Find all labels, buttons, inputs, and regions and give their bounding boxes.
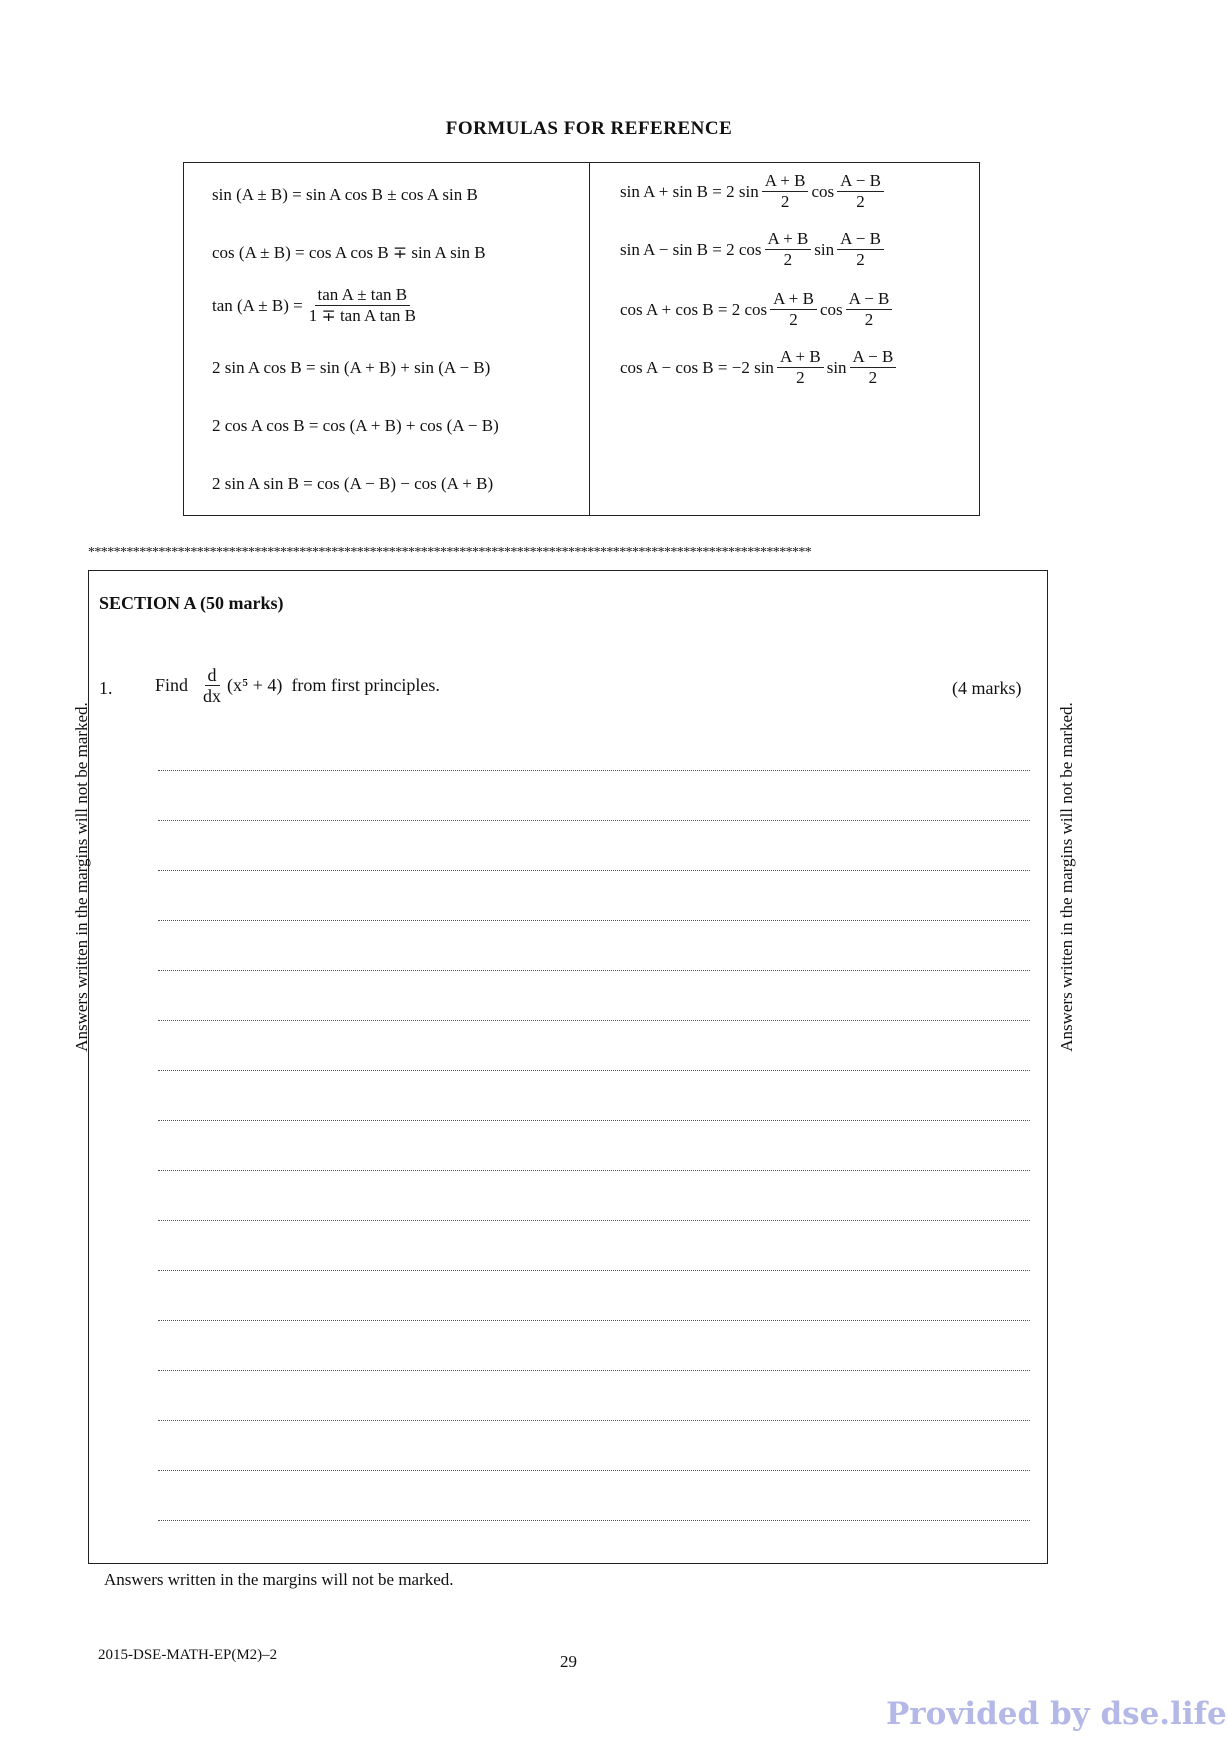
answer-line[interactable] [158,970,1030,971]
fraction [837,229,884,270]
fraction-numerator: A − B [837,171,884,192]
formula-lhs: cos A − cos B [620,357,714,377]
fraction-denominator: 2 [789,310,798,329]
formula-left-3: tan (A ± B) = $\frac{\text{tan A ± tan B}}{\text{1 ∓ tan A tan B}}$ [212,285,422,326]
page-title: FORMULAS FOR REFERENCE [445,118,733,139]
formula-lhs: sin (A ± B) [212,185,288,204]
derivative-operator [200,665,224,706]
fraction-numerator: tan A ± tan B [315,285,411,306]
fraction [837,171,884,212]
question-text [155,665,440,706]
margin-note-right: Answers written in the margins will not be marked. [1057,702,1076,1052]
fraction [846,289,893,330]
formula-mid: cos [819,299,843,319]
answer-line[interactable] [158,1270,1030,1271]
formula-mid: cos [811,181,835,201]
formula-lhs: cos (A ± B) [212,243,291,262]
section-title: SECTION A (50 marks) [99,593,284,613]
fraction-denominator: 2 [796,368,805,387]
footer-code: 2015-DSE-MATH-EP(M2)–2 [98,1647,278,1663]
formula-left-4: 2 sin A cos B = sin (A + B) + sin (A − B) [212,358,491,377]
fraction-denominator: 2 [783,250,793,269]
question-expression: (x⁵ + 4) [227,675,283,695]
bottom-note: Answers written in the margins will not be marked. [104,1570,454,1589]
question-rest: from first principles. [291,675,440,695]
fraction-denominator: 2 [864,310,874,329]
formula-rhs: sin A cos B ± cos A sin B [306,185,478,204]
fraction [777,347,824,388]
formula-mid: sin [814,239,835,259]
fraction-denominator: 2 [780,192,790,211]
fraction [762,171,809,212]
answer-line[interactable] [158,1520,1030,1521]
fraction-denominator: 1 ∓ tan A tan B [308,306,416,325]
fraction-numerator: A + B [765,229,812,250]
formula-right-4: cos A − cos B = −2 sin $\frac{A + B}{2}$ sin $\frac{A - B}{2}$ [620,347,899,388]
answer-line[interactable] [158,1220,1030,1221]
formula-left-5: 2 cos A cos B = cos (A + B) + cos (A − B) [212,416,499,435]
derivative-numerator: d [205,665,220,686]
formula-right-1: sin A + sin B = 2 sin $\frac{A + B}{2}$ cos $\frac{A - B}{2}$ [620,171,887,212]
formula-table [183,162,980,516]
answer-line[interactable] [158,1370,1030,1371]
fraction-numerator: A + B [762,171,809,192]
formula-coef: 2 cos [726,239,762,259]
fraction-numerator: A + B [777,347,824,368]
fraction [850,347,897,388]
fraction [306,285,419,326]
formula-rhs: sin (A + B) + sin (A − B) [319,358,491,377]
answer-line[interactable] [158,1020,1030,1021]
fraction-numerator: A − B [837,229,884,250]
formula-lhs: cos A + cos B [620,299,714,319]
fraction-denominator: 2 [856,192,865,211]
fraction-numerator: A − B [850,347,897,368]
formula-left-1: sin (A ± B) = sin A cos B ± cos A sin B [212,185,478,204]
answer-line[interactable] [158,1420,1030,1421]
fraction [765,229,812,270]
formula-right-3: cos A + cos B = 2 cos $\frac{A + B}{2}$ cos $\frac{A - B}{2}$ [620,289,895,330]
question-find: Find [155,675,189,695]
derivative-denominator: dx [203,686,222,706]
answer-line[interactable] [158,820,1030,821]
formula-lhs: 2 cos A cos B [212,416,305,435]
fraction [770,289,817,330]
fraction-numerator: A − B [846,289,893,310]
formula-left-2: cos (A ± B) = cos A cos B ∓ sin A sin B [212,243,486,262]
watermark: Provided by dse.life [886,1696,1227,1732]
answer-line[interactable] [158,920,1030,921]
section-separator: ***************************************************************************************************************** [88,545,812,560]
formula-coef: 2 cos [731,299,768,319]
formula-rhs: cos (A + B) + cos (A − B) [322,416,499,435]
answer-line[interactable] [158,870,1030,871]
fraction-denominator: 2 [856,250,865,269]
formula-lhs: 2 sin A sin B [212,474,299,493]
answer-line[interactable] [158,1070,1030,1071]
fraction-numerator: A + B [770,289,817,310]
formula-mid: sin [826,357,847,377]
formula-rhs: cos (A − B) − cos (A + B) [317,474,494,493]
formula-lhs: tan (A ± B) [212,295,289,315]
formula-coef: 2 sin [726,181,759,201]
answer-line[interactable] [158,1320,1030,1321]
page-number: 29 [560,1652,577,1671]
answer-line[interactable] [158,1470,1030,1471]
formula-lhs: sin A + sin B [620,181,709,201]
margin-note-left: Answers written in the margins will not be marked. [72,702,91,1052]
question-number: 1. [99,678,113,698]
formula-rhs: cos A cos B ∓ sin A sin B [308,243,486,262]
answer-section-box [88,570,1048,1564]
fraction-denominator: 2 [868,368,878,387]
formula-divider [589,163,590,515]
formula-coef: −2 sin [731,357,774,377]
question-marks: (4 marks) [952,678,1022,698]
answer-line[interactable] [158,770,1030,771]
formula-lhs: sin A − sin B [620,239,709,259]
formula-right-2: sin A − sin B = 2 cos $\frac{A + B}{2}$ sin $\frac{A - B}{2}$ [620,229,887,270]
answer-line[interactable] [158,1170,1030,1171]
answer-line[interactable] [158,1120,1030,1121]
formula-left-6: 2 sin A sin B = cos (A − B) − cos (A + B) [212,474,494,493]
formula-lhs: 2 sin A cos B [212,358,302,377]
